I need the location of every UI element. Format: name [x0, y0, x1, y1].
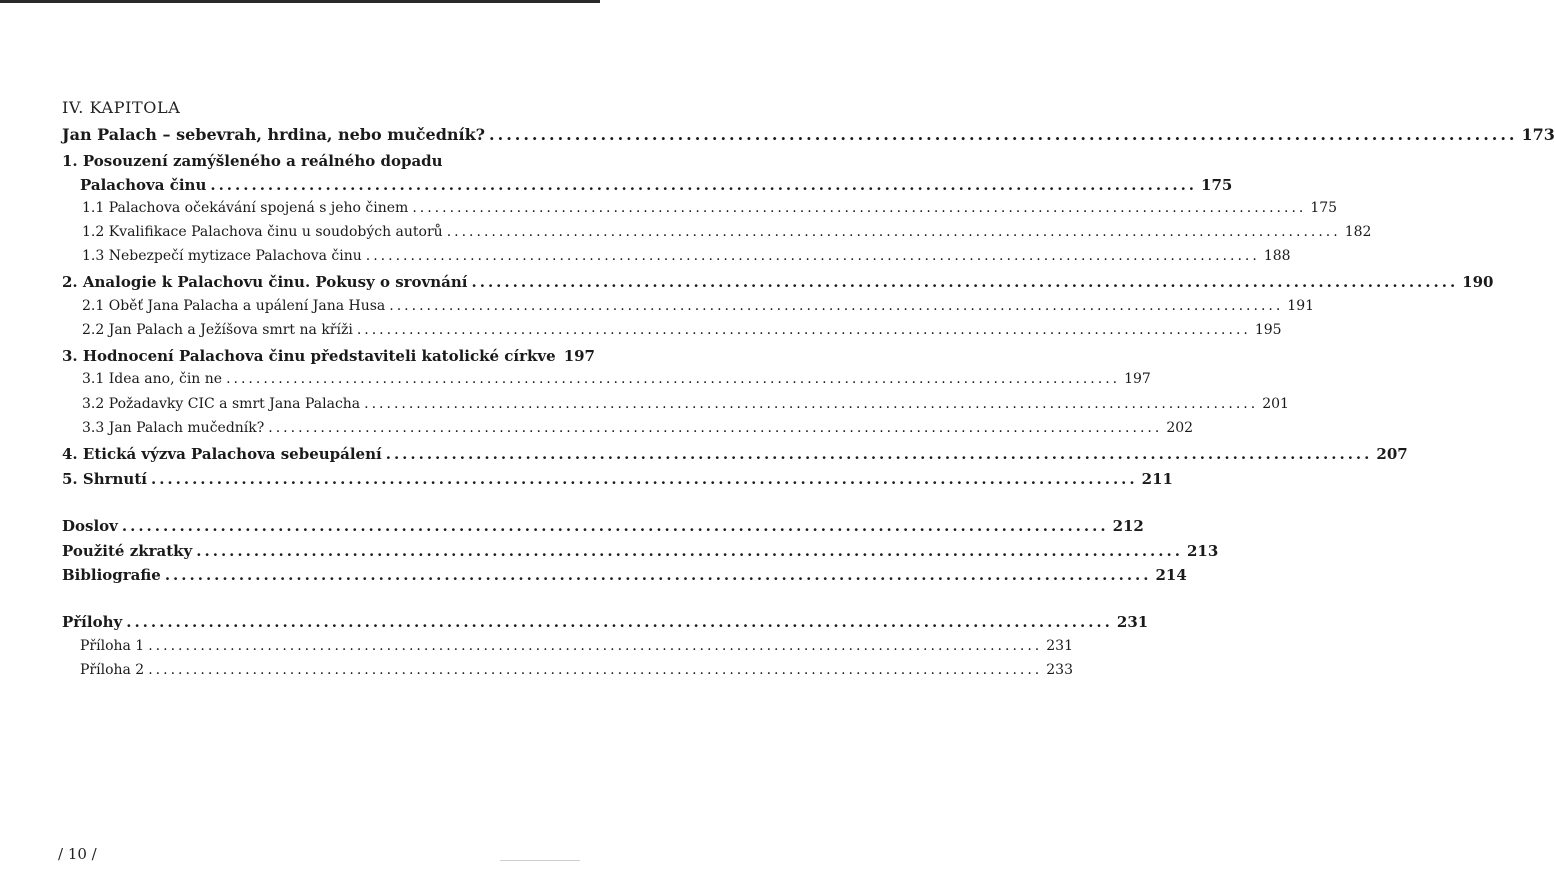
- page-folio: / 10 /: [58, 845, 97, 863]
- toc-entry-page: 182: [1344, 224, 1372, 240]
- toc-title-label: Jan Palach – sebevrah, hrdina, nebo mučedník?: [62, 125, 486, 144]
- toc-entry: [82, 322, 1282, 346]
- toc-entry-page: 191: [1287, 298, 1315, 314]
- toc-entry-page: 201: [1262, 396, 1289, 412]
- toc-entry-page: 175: [1201, 176, 1233, 194]
- toc-entry-label: Doslov: [62, 517, 118, 535]
- toc-entry: [80, 638, 1073, 662]
- toc-entry-page: 175: [1310, 200, 1338, 216]
- toc-entry-page: 197: [1124, 371, 1151, 387]
- leader-dots: ........................................................................................................................: [121, 517, 1109, 535]
- toc-entry: [62, 470, 1173, 494]
- toc-entry: [62, 566, 1187, 590]
- toc-entry-label: 1.1 Palachova očekávání spojená s jeho činem: [82, 200, 409, 216]
- toc-entry-page: 212: [1112, 517, 1144, 535]
- toc-entry: [62, 517, 1144, 541]
- toc-entry-page: 233: [1046, 662, 1073, 678]
- toc-entry-label: 3.2 Požadavky CIC a smrt Jana Palacha: [82, 396, 361, 412]
- toc-entry: [82, 224, 1372, 248]
- leader-dots: ........................................................................................................................: [268, 420, 1163, 436]
- toc-title-page: 173: [1521, 125, 1555, 144]
- toc-entry-label: Použité zkratky: [62, 542, 193, 560]
- toc-entry-label: 3.3 Jan Palach mučedník?: [82, 420, 265, 436]
- toc-entry: [82, 420, 1194, 444]
- toc-entry-label: Bibliografie: [62, 566, 161, 584]
- toc-entry: [62, 273, 1494, 297]
- chapter-label: IV. KAPITOLA: [62, 98, 181, 117]
- top-edge-line: [0, 0, 600, 3]
- toc-entry-label: 5. Shrnutí: [62, 470, 147, 488]
- leader-dots: ........................................................................................................................: [356, 322, 1251, 338]
- toc-entry: [80, 176, 1233, 200]
- leader-dots: ........................................................................................................................: [389, 298, 1284, 314]
- leader-dots: ........................................................................................................................: [446, 224, 1341, 240]
- toc-entry: [62, 613, 1149, 637]
- leader-dots: ........................................................................................................................: [471, 273, 1459, 291]
- toc-entry: [82, 298, 1315, 322]
- toc-entry-label: Přílohy: [62, 613, 123, 631]
- toc-entry-label: 1. Posouzení zamýšleného a reálného dopadu: [62, 152, 443, 170]
- toc-entry-label: 3. Hodnocení Palachova činu představiteli katolické církve: [62, 347, 556, 365]
- leader-dots: ........................................................................................................................: [210, 176, 1198, 194]
- leader-dots: ........................................................................................................................: [365, 248, 1260, 264]
- toc-entry-page: 231: [1046, 638, 1073, 654]
- toc-entry-label: 3.1 Idea ano, čin ne: [82, 371, 223, 387]
- leader-dots: ........................................................................................................................: [385, 445, 1373, 463]
- leader-dots: ........................................................................................................................: [126, 613, 1113, 631]
- toc-entry: [62, 445, 1408, 469]
- toc-entry-page: 213: [1186, 542, 1219, 560]
- leader-dots: ........................................................................................................................: [412, 200, 1307, 216]
- toc-entry-page: 207: [1376, 445, 1408, 463]
- toc-title-entry: [62, 125, 1555, 149]
- leader-dots: ........................................................................................................................: [364, 396, 1259, 412]
- toc-entry-page: 197: [563, 347, 595, 365]
- toc-entry-label: 1.3 Nebezpečí mytizace Palachova činu: [82, 248, 362, 264]
- toc-entry-label: 4. Etická výzva Palachova sebeupálení: [62, 445, 382, 463]
- leader-dots: ........................................................................................................................: [150, 470, 1138, 488]
- toc-entry-label: 2.2 Jan Palach a Ježíšova smrt na kříži: [82, 322, 353, 338]
- leader-dots: ........................................................................................................................: [196, 542, 1183, 560]
- toc-entry-label: 1.2 Kvalifikace Palachova činu u soudobých autorů: [82, 224, 443, 240]
- leader-dots: ........................................................................................................................: [148, 662, 1043, 678]
- leader-dots: ........................................................................................................................: [148, 638, 1043, 654]
- toc-entry: [82, 200, 1338, 224]
- toc-entry: [80, 662, 1073, 686]
- toc-entry-page: 211: [1141, 470, 1173, 488]
- toc-entry-page: 202: [1166, 420, 1194, 436]
- toc-entry-label: 2. Analogie k Palachovu činu. Pokusy o srovnání: [62, 273, 468, 291]
- toc-entry-label: Příloha 1: [80, 638, 145, 654]
- scan-artifact-line: [500, 860, 580, 861]
- toc-entry-page: 195: [1254, 322, 1282, 338]
- toc-entry: [82, 248, 1291, 272]
- toc-entry-page: 231: [1116, 613, 1149, 631]
- toc-entry: [82, 396, 1289, 420]
- toc-entry: [62, 542, 1219, 566]
- toc-entry-page: 190: [1462, 273, 1494, 291]
- leader-dots: ........................................................................................................................: [226, 371, 1121, 387]
- toc-entry-label: 2.1 Oběť Jana Palacha a upálení Jana Husa: [82, 298, 386, 314]
- toc-entry-page: 214: [1155, 566, 1187, 584]
- toc-entry: [62, 347, 595, 371]
- leader-dots: ........................................................................................................................: [164, 566, 1152, 584]
- toc-entry-page: 188: [1263, 248, 1291, 264]
- leader-dots: ........................................................................................................................: [489, 125, 1518, 144]
- toc-entry: [82, 371, 1151, 395]
- toc-entry-label: Palachova činu: [80, 176, 207, 194]
- toc-entry: [62, 152, 546, 176]
- toc-entry-label: Příloha 2: [80, 662, 145, 678]
